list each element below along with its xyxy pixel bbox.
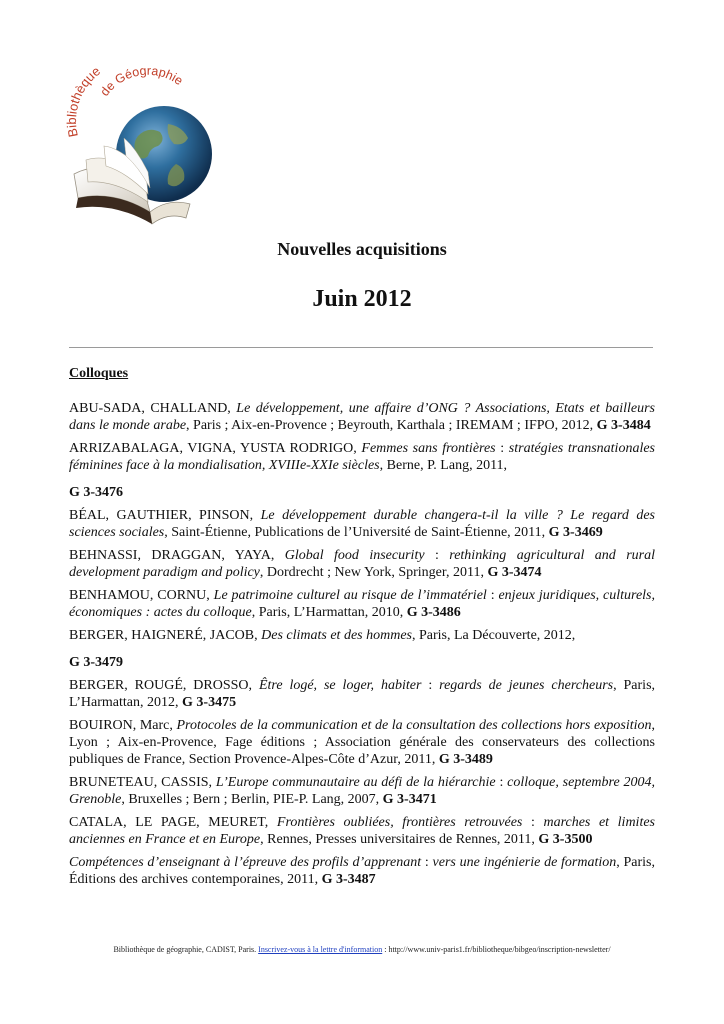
entry-details: , Dordrecht ; New York, Springer, 2011, [259, 565, 488, 580]
list-item [69, 547, 655, 581]
footer-text: Bibliothèque de géographie, CADIST, Paris. [113, 945, 259, 954]
entry-title: Global food insecurity [284, 548, 425, 563]
entry-title: L’Europe communautaire au défi de la hiérarchie [215, 775, 496, 790]
list-item [69, 507, 655, 541]
logo-text-line2: de Géographie [97, 63, 186, 99]
page-footer [0, 945, 724, 954]
entry-details: , Saint-Étienne, Publications de l’Université de Saint-Étienne, 2011, [164, 525, 549, 540]
list-item [69, 627, 655, 671]
list-item [69, 677, 655, 711]
entry-subtitle: colloque, septembre 2004, Grenoble [69, 775, 655, 807]
call-number: G 3-3469 [548, 525, 603, 540]
call-number: G 3-3474 [487, 565, 542, 580]
entry-details: , Paris, L’Harmattan, 2010, [251, 605, 407, 620]
entry-title: Le développement durable changera-t-il la ville ? Le regard des sciences sociales [69, 508, 655, 540]
entry-title: Être logé, se loger, habiter [258, 678, 422, 693]
entry-details: , Paris ; Aix-en-Provence ; Beyrouth, Karthala ; IREMAM ; IFPO, 2012, [186, 418, 597, 433]
entry-details: , Paris, La Découverte, 2012, [412, 628, 576, 643]
entry-authors: BERGER, HAIGNERÉ, JACOB, [69, 628, 262, 643]
library-logo [64, 62, 214, 226]
newsletter-link[interactable]: Inscrivez-vous à la lettre d'information [258, 945, 383, 954]
entry-details: , Rennes, Presses universitaires de Rennes, 2011, [260, 832, 539, 847]
entry-authors: BEHNASSI, DRAGGAN, YAYA, [69, 548, 285, 563]
entry-subtitle: marches et limites anciennes en France et en Europe [69, 815, 655, 847]
call-number: G 3-3484 [596, 418, 651, 433]
entry-authors: ABU-SADA, CHALLAND, [69, 401, 237, 416]
entry-title: Compétences d’enseignant à l’épreuve des profils d’apprenant [69, 855, 422, 870]
list-item [69, 774, 655, 808]
entry-authors: BÉAL, GAUTHIER, PINSON, [69, 508, 261, 523]
entry-subtitle: rethinking agricultural and rural development paradigm and policy [69, 548, 655, 580]
list-item [69, 854, 655, 888]
call-number: G 3-3475 [182, 695, 237, 710]
logo-text-line1: Bibliothèque [64, 63, 103, 139]
entry-authors: BENHAMOU, CORNU, [69, 588, 214, 603]
entry-title: Femmes sans frontières [361, 441, 496, 456]
entry-authors: BOUIRON, Marc, [69, 718, 177, 733]
issue-date: Juin 2012 [312, 286, 412, 312]
entry-authors: ARRIZABALAGA, VIGNA, YUSTA RODRIGO, [69, 441, 362, 456]
entry-details: , Bruxelles ; Bern ; Berlin, PIE-P. Lang, 2007, [121, 792, 383, 807]
svg-text:de Géographie [98, 64, 186, 99]
call-number: G 3-3471 [382, 792, 437, 807]
entry-authors: CATALA, LE PAGE, MEURET, [69, 815, 277, 830]
list-item [69, 400, 655, 434]
entry-separator: : [421, 855, 433, 870]
call-number: G 3-3486 [406, 605, 461, 620]
entry-title: Le développement, une affaire d’ONG ? Associations, Etats et bailleurs dans le monde arabe [69, 401, 655, 433]
entry-separator: : [424, 548, 450, 563]
entry-details: , Paris, Éditions des archives contemporaines, 2011, [69, 855, 656, 887]
footer-url: : http://www.univ-paris1.fr/bibliotheque/bibgeo/inscription-newsletter/ [382, 945, 611, 954]
page-title: Nouvelles acquisitions [277, 239, 447, 259]
entry-separator: : [421, 678, 440, 693]
list-item [69, 717, 655, 768]
acquisitions-list [69, 400, 655, 894]
entry-title: Des climats et des hommes [261, 628, 412, 643]
entry-separator: : [486, 588, 499, 603]
entry-subtitle: vers une ingénierie de formation [432, 855, 617, 870]
call-number: G 3-3476 [69, 485, 124, 500]
list-item [69, 814, 655, 848]
entry-details: , Berne, P. Lang, 2011, [379, 458, 508, 473]
entry-title: Frontières oubliées, frontières retrouvées [276, 815, 523, 830]
call-number: G 3-3489 [438, 752, 493, 767]
call-number: G 3-3500 [538, 832, 593, 847]
entry-title: Le patrimoine culturel au risque de l’immatériel [213, 588, 487, 603]
list-item [69, 440, 655, 501]
list-item [69, 587, 655, 621]
entry-details: , Paris, L’Harmattan, 2012, [69, 678, 656, 710]
entry-subtitle: enjeux juridiques, culturels, économiques : actes du colloque [69, 588, 656, 620]
call-number: G 3-3487 [321, 872, 376, 887]
call-number: G 3-3479 [69, 655, 124, 670]
entry-authors: BRUNETEAU, CASSIS, [69, 775, 216, 790]
entry-title: Protocoles de la communication et de la consultation des collections hors exposition [176, 718, 652, 733]
entry-separator: : [495, 441, 509, 456]
entry-subtitle: regards de jeunes chercheurs [439, 678, 614, 693]
entry-authors: BERGER, ROUGÉ, DROSSO, [69, 678, 259, 693]
entry-separator: : [495, 775, 508, 790]
divider [69, 347, 653, 348]
section-heading: Colloques [69, 366, 129, 381]
svg-text:Bibliothèque [64, 63, 103, 138]
entry-subtitle: stratégies transnationales féminines face à la mondialisation, XVIIIe-XXIe siècles [69, 441, 655, 473]
entry-details: , Lyon ; Aix-en-Provence, Fage éditions ; Association générale des conservateurs des collections publiques de France, Section Provence-Alpes-Côte d’Azur, 2011, [69, 718, 655, 767]
entry-separator: : [522, 815, 544, 830]
